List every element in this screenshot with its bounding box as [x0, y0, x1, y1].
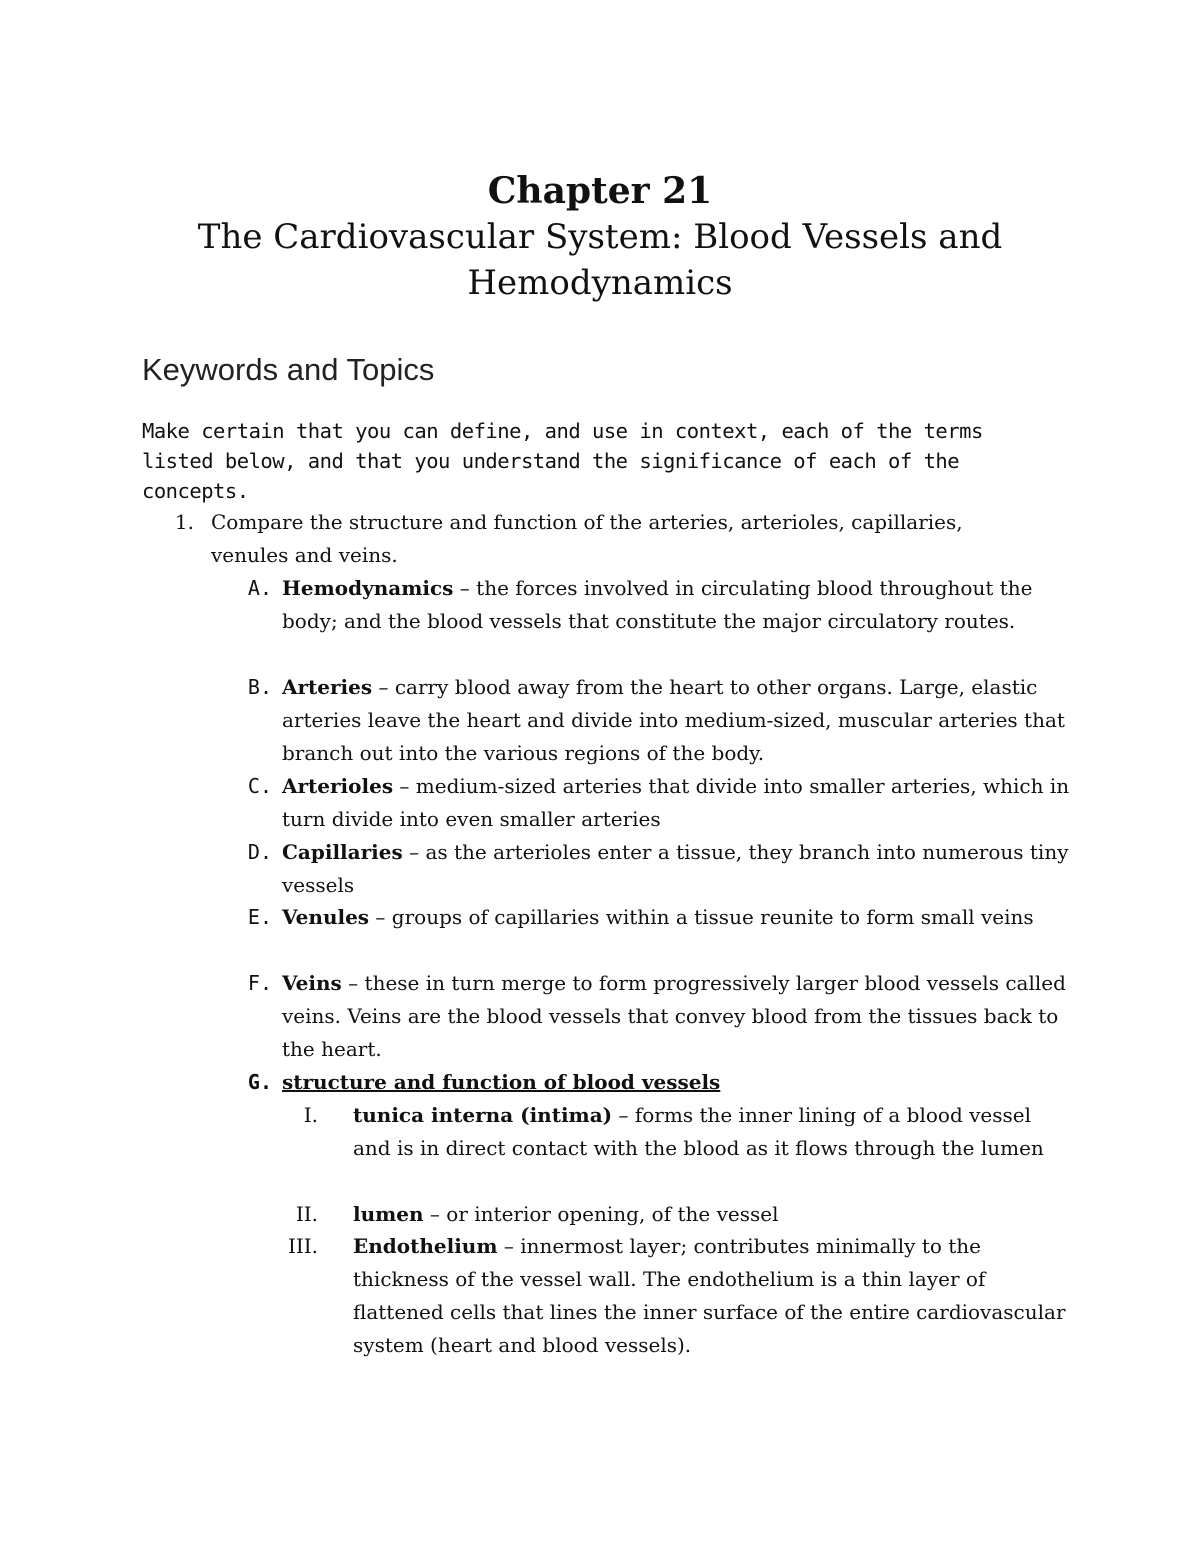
list-marker: E.	[247, 905, 272, 929]
definition: – the forces involved in circulating blood throughout the body; and the blood vessels that constitute the major circulatory routes.	[282, 576, 1033, 633]
term-arterioles: Arterioles	[282, 774, 394, 798]
definition: – carry blood away from the heart to other organs. Large, elastic arteries leave the heart and divide into medium-sized, muscular arteries that branch out into the various regions of the body.	[282, 675, 1065, 765]
term-capillaries: Capillaries	[282, 840, 403, 864]
list-item-body	[282, 770, 1082, 836]
list-marker: III.	[287, 1234, 318, 1258]
section-heading: Keywords and Topics	[142, 352, 435, 387]
term-lumen: lumen	[353, 1202, 424, 1226]
list-item-body	[282, 836, 1082, 902]
list-item-body	[353, 1099, 1073, 1165]
term-tunica-interna: tunica interna (intima)	[353, 1103, 613, 1127]
term-hemodynamics: Hemodynamics	[282, 576, 454, 600]
list-marker: I.	[303, 1103, 318, 1127]
term-veins: Veins	[282, 971, 342, 995]
definition: – or interior opening, of the vessel	[423, 1202, 779, 1226]
list-item-body	[282, 572, 1082, 638]
list-marker: F.	[247, 971, 272, 995]
list-item-body	[353, 1230, 1073, 1362]
chapter-title: The Cardiovascular System: Blood Vessels and Hemodynamics	[197, 217, 1003, 303]
chapter-number: Chapter 21	[487, 170, 713, 212]
definition: – innermost layer; contributes minimally to the thickness of the vessel wall. The endothelium is a thin layer of flattened cells that lines the inner surface of the entire cardiovascular system (heart and blood vessels).	[353, 1234, 1066, 1357]
list-marker: D.	[247, 840, 272, 864]
list-item-body	[282, 1066, 1082, 1099]
list-item-body	[282, 967, 1082, 1066]
list-marker: B.	[247, 675, 272, 699]
list-marker: II.	[295, 1202, 318, 1226]
definition: – medium-sized arteries that divide into smaller arteries, which in turn divide into even smaller arteries	[282, 774, 1070, 831]
definition: – forms the inner lining of a blood vessel and is in direct contact with the blood as it flows through the lumen	[353, 1103, 1044, 1160]
list-marker: C.	[247, 774, 272, 798]
term-endothelium: Endothelium	[353, 1234, 498, 1258]
term-venules: Venules	[282, 905, 370, 929]
list-marker: G.	[247, 1070, 272, 1094]
definition: – as the arterioles enter a tissue, they branch into numerous tiny vessels	[282, 840, 1069, 897]
list-item-text: Compare the structure and function of the arteries, arterioles, capillaries, venules and veins.	[211, 510, 963, 567]
definition: – these in turn merge to form progressively larger blood vessels called veins. Veins are the blood vessels that convey blood from the tissues back to the heart.	[282, 971, 1066, 1061]
definition: – groups of capillaries within a tissue reunite to form small veins	[369, 905, 1034, 929]
list-marker: 1.	[174, 510, 194, 534]
list-item-body	[282, 901, 1082, 934]
list-marker: A.	[247, 576, 272, 600]
list-item-body	[282, 671, 1082, 770]
subheading-structure-function: structure and function of blood vessels	[282, 1070, 721, 1094]
term-arteries: Arteries	[282, 675, 373, 699]
list-item-body	[353, 1198, 1073, 1231]
intro-paragraph: Make certain that you can define, and use in context, each of the terms listed below, and that you understand the significance of each of the concepts.	[142, 419, 983, 503]
